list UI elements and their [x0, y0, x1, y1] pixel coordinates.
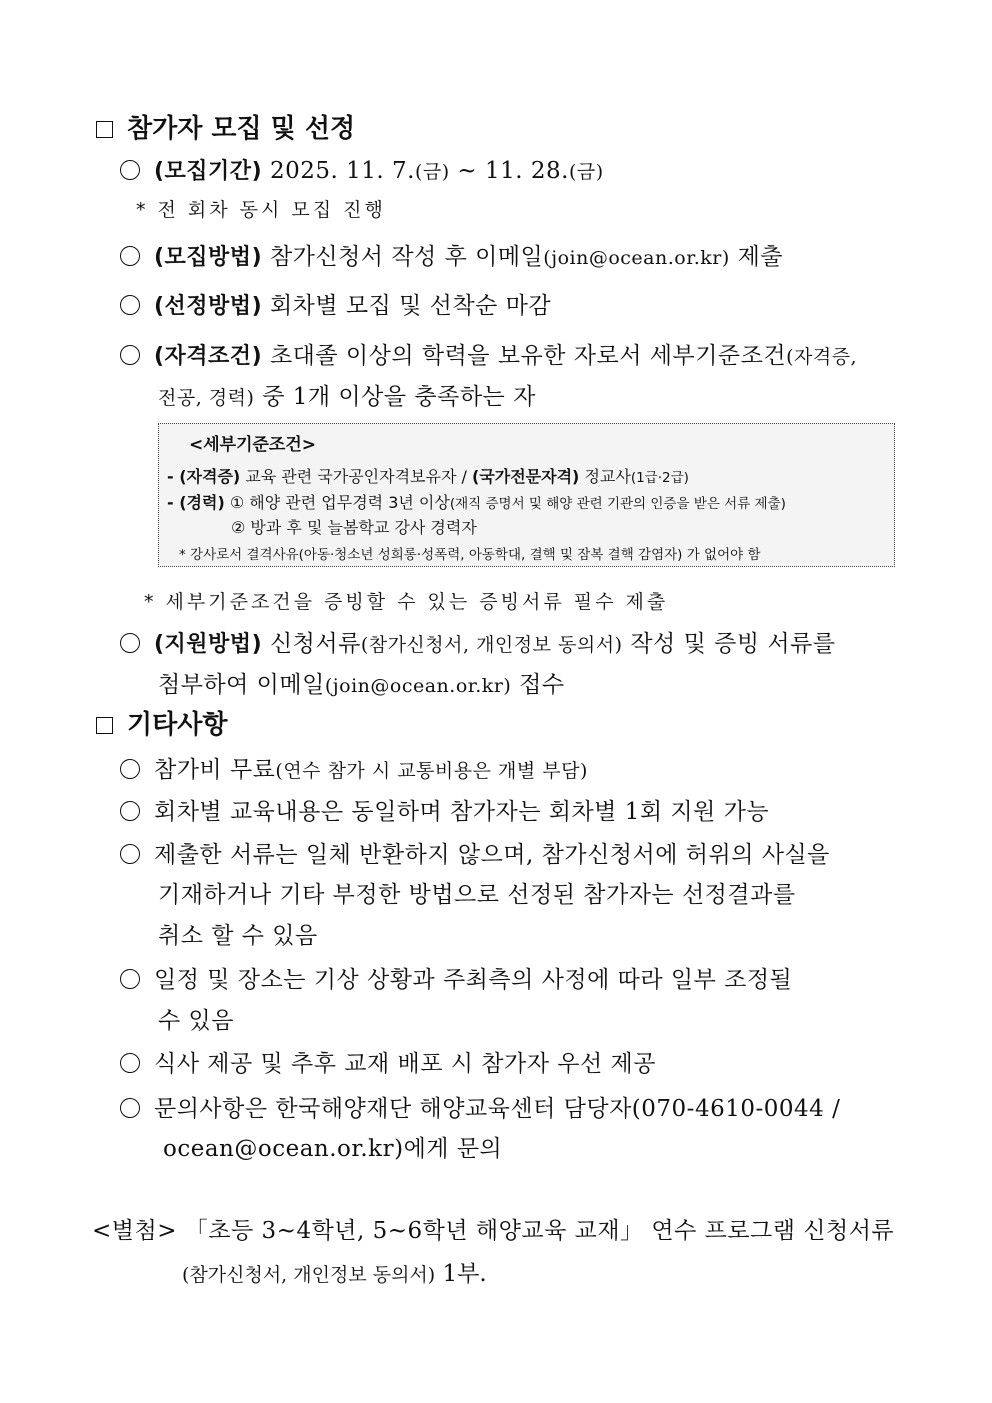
item-qualification: (자격조건) 초대졸 이상의 학력을 보유한 자로서 세부기준조건(자격증,	[120, 337, 857, 370]
item-apply-method-cont: 첨부하여 이메일(join@ocean.or.kr) 접수	[158, 672, 565, 698]
circle-bullet-icon	[120, 246, 140, 266]
etc-item-6: 문의사항은 한국해양재단 해양교육센터 담당자(070-4610-0044 /	[120, 1090, 840, 1123]
circle-bullet-icon	[120, 801, 140, 821]
section-heading-etc: 기타사항	[96, 704, 227, 741]
criteria-footnote: * 강사로서 결격사유(아동·청소년 성희롱·성폭력, 아동학대, 결핵 및 잠복 결핵 감염자) 가 없어야 함	[179, 547, 761, 563]
attachment-line-2: (참가신청서, 개인정보 동의서) 1부.	[182, 1261, 487, 1287]
circle-bullet-icon	[120, 295, 140, 315]
item-selection-method: (선정방법) 회차별 모집 및 선착순 마감	[120, 287, 551, 320]
etc-item-1: 참가비 무료(연수 참가 시 교통비용은 개별 부담)	[120, 751, 588, 784]
etc-item-4-cont: 수 있음	[158, 1008, 234, 1034]
criteria-box	[158, 423, 895, 567]
criteria-box-title: <세부기준조건>	[189, 435, 317, 455]
etc-item-3: 제출한 서류는 일체 반환하지 않으며, 참가신청서에 허위의 사실을	[120, 836, 830, 869]
item-qualification-cont: 전공, 경력) 중 1개 이상을 충족하는 자	[158, 384, 536, 410]
etc-item-2: 회차별 교육내용은 동일하며 참가자는 회차별 1회 지원 가능	[120, 793, 769, 826]
etc-item-3-cont-2: 취소 할 수 있음	[158, 923, 318, 949]
checkbox-square-icon	[96, 717, 113, 734]
circle-bullet-icon	[120, 969, 140, 989]
etc-item-5: 식사 제공 및 추후 교재 배포 시 참가자 우선 제공	[120, 1045, 656, 1078]
circle-bullet-icon	[120, 1098, 140, 1118]
circle-bullet-icon	[120, 160, 140, 180]
note-criteria-proof: * 세부기준조건을 증빙할 수 있는 증빙서류 필수 제출	[144, 591, 669, 613]
circle-bullet-icon	[120, 844, 140, 864]
item-recruit-period: (모집기간) 2025. 11. 7.(금) ~ 11. 28.(금)	[120, 154, 604, 185]
etc-item-4: 일정 및 장소는 기상 상황과 주최측의 사정에 따라 일부 조정될	[120, 961, 792, 994]
etc-item-3-cont-1: 기재하거나 기타 부정한 방법으로 선정된 참가자는 선정결과를	[158, 882, 796, 908]
etc-item-6-cont: ocean@ocean.or.kr)에게 문의	[163, 1136, 503, 1162]
circle-bullet-icon	[120, 345, 140, 365]
section-heading-recruit: 참가자 모집 및 선정	[96, 108, 355, 145]
circle-bullet-icon	[120, 759, 140, 779]
criteria-career-2: ② 방과 후 및 늘봄학교 강사 경력자	[231, 518, 477, 537]
item-apply-method: (지원방법) 신청서류(참가신청서, 개인정보 동의서) 작성 및 증빙 서류를	[120, 625, 836, 658]
note-period: * 전 회차 동시 모집 진행	[136, 199, 386, 221]
criteria-career-1: - (경력) ① 해양 관련 업무경력 3년 이상(재직 증명서 및 해양 관련 기관의 인증을 받은 서류 제출)	[167, 493, 786, 512]
criteria-cert: - (자격증) 교육 관련 국가공인자격보유자 / (국가전문자격) 정교사(1급·2급)	[167, 467, 689, 486]
circle-bullet-icon	[120, 1053, 140, 1073]
item-recruit-method: (모집방법) 참가신청서 작성 후 이메일(join@ocean.or.kr) 제출	[120, 238, 783, 271]
circle-bullet-icon	[120, 633, 140, 653]
checkbox-square-icon	[96, 121, 113, 138]
attachment-line: <별첨> 「초등 3~4학년, 5~6학년 해양교육 교재」 연수 프로그램 신청서류	[92, 1218, 895, 1244]
